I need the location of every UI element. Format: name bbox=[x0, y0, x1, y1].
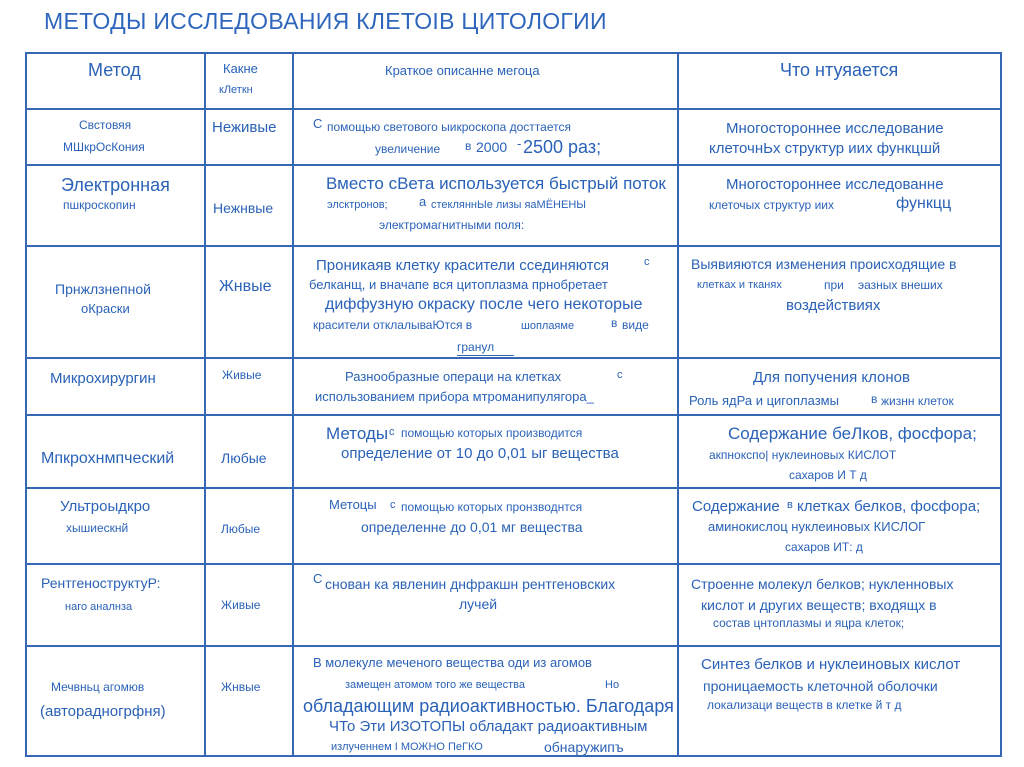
desc-line: Разнообразные операци на клетках bbox=[345, 369, 562, 384]
row-divider bbox=[27, 357, 1000, 359]
desc-fragment: Метоцы bbox=[329, 497, 377, 512]
cells-type: Жнвые bbox=[221, 680, 261, 694]
desc-fragment: 2500 раз; bbox=[523, 137, 602, 157]
method-line: пшкроскопин bbox=[63, 198, 136, 212]
desc-fragment: шоплаяме bbox=[521, 320, 575, 332]
desc-fragment: с bbox=[617, 369, 623, 381]
desc-fragment: а bbox=[419, 194, 427, 209]
studied-fragment: клетках белков, фосфора; bbox=[797, 498, 981, 515]
studied-fragment: жизнн клеток bbox=[881, 394, 954, 408]
studied-line: проницаемость клеточной оболочки bbox=[703, 678, 938, 694]
studied-line: Синтез белков и нуклеиновых кислот bbox=[701, 656, 961, 673]
desc-line: обладающим радиоактивностью. Благодаря bbox=[303, 696, 674, 716]
desc-fragment: замещен атомом того же вещества bbox=[345, 679, 525, 691]
studied-line: аминокислоц нуклеиновых КИСЛОГ bbox=[708, 519, 926, 534]
desc-line: В молекуле меченого вещества оди из агомов bbox=[313, 655, 592, 670]
studied-line: Многостороннее исследованне bbox=[726, 176, 944, 193]
row-divider bbox=[27, 563, 1000, 565]
desc-fragment: в bbox=[611, 316, 618, 330]
cells-type: Живые bbox=[221, 598, 261, 612]
row-divider bbox=[27, 487, 1000, 489]
studied-line: Многостороннее исследование bbox=[726, 120, 944, 137]
row-divider bbox=[27, 645, 1000, 647]
desc-line: диффузную окраску после чего некоторые bbox=[325, 296, 643, 313]
studied-line: акпнокспо| нуклеиновых КИСЛОТ bbox=[709, 448, 897, 462]
row-divider bbox=[27, 245, 1000, 247]
method-line: Ультроыдкро bbox=[60, 498, 151, 515]
header-studied: Что нтуяается bbox=[780, 60, 899, 80]
desc-fragment: помощью которых пронзводнтся bbox=[401, 500, 583, 514]
desc-line: Проникаяв клетку красители сcединяются bbox=[316, 257, 609, 274]
desc-fragment: виде bbox=[622, 318, 649, 332]
method-line: хышиескнй bbox=[66, 521, 129, 535]
method-line: Мпкрохнмпческий bbox=[41, 450, 175, 467]
desc-fragment: - bbox=[517, 136, 522, 151]
desc-line: определенне до 0,01 мг вещества bbox=[361, 519, 583, 535]
desc-fragment: С bbox=[313, 116, 323, 131]
desc-fragment: с bbox=[389, 426, 395, 438]
cells-type: Жнвые bbox=[219, 278, 272, 295]
studied-fragment: эазных внеших bbox=[858, 278, 943, 292]
studied-line: клеточнЬх структур иих функцшй bbox=[709, 140, 941, 157]
header-cells-line2: кЛеткн bbox=[219, 84, 253, 96]
desc-fragment: с bbox=[390, 499, 396, 511]
method-line: Прнжлзнепной bbox=[55, 281, 151, 297]
cells-type: Любые bbox=[221, 450, 267, 466]
desc-line: лучей bbox=[459, 596, 498, 612]
studied-line: сахаров И Т д bbox=[789, 468, 867, 482]
studied-line: локализаци веществ в клетке й т д bbox=[707, 698, 902, 712]
cells-type: Любые bbox=[221, 522, 261, 536]
method-line: Мечвньц агомюв bbox=[51, 680, 145, 694]
cells-type: Нежнвые bbox=[213, 200, 274, 216]
method-line: оКраски bbox=[81, 301, 130, 316]
studied-line: Выявияются изменения происходящие в bbox=[691, 256, 957, 272]
method-line: Свстовяя bbox=[79, 118, 132, 132]
studied-fragment: при bbox=[824, 278, 844, 292]
studied-line: Для попучения клонов bbox=[753, 369, 910, 386]
row-divider bbox=[27, 108, 1000, 110]
desc-fragment: гранул bbox=[457, 341, 514, 356]
column-divider bbox=[204, 54, 206, 755]
desc-fragment: Методы bbox=[326, 424, 389, 443]
desc-line: Вместо сВета используется быстрый поток bbox=[326, 174, 666, 193]
studied-line: кислот и других веществ; входящх в bbox=[701, 597, 937, 613]
cells-type: Неживые bbox=[212, 119, 277, 136]
method-line: наго аналнза bbox=[65, 601, 133, 613]
studied-line: сахаров ИТ: д bbox=[785, 540, 863, 554]
desc-line: электромагнитными поля: bbox=[379, 218, 525, 232]
studied-fragment: в bbox=[787, 499, 793, 511]
desc-line: белканщ, и вначапе вся цитоплазма прнобретает bbox=[309, 277, 608, 292]
method-line: Электронная bbox=[61, 175, 170, 195]
desc-line: помощью светового ыикроскопа досттается bbox=[327, 120, 571, 134]
studied-fragment: в bbox=[871, 392, 878, 406]
column-divider bbox=[292, 54, 294, 755]
desc-fragment: С bbox=[313, 571, 323, 586]
method-line: РентгеноструктуР: bbox=[41, 575, 161, 591]
desc-fragment: помощью которых производится bbox=[401, 426, 583, 440]
studied-line: Строенне молекул белков; нукленновых bbox=[691, 576, 954, 592]
row-divider bbox=[27, 164, 1000, 166]
studied-fragment: клетках и тканях bbox=[697, 279, 782, 291]
studied-line: клеточых структур иих bbox=[709, 198, 834, 212]
desc-fragment: излученнем I МОЖНО ПеГКО bbox=[331, 741, 483, 753]
studied-line: воздействиях bbox=[786, 297, 881, 314]
studied-line: Содержание беЛков, фосфора; bbox=[728, 424, 977, 443]
desc-line: ЧТо Эти ИЗОТОПЫ обладакт радиоактивным bbox=[329, 718, 648, 735]
studied-fragment: Роль ядРа и цигоплазмы bbox=[689, 393, 839, 408]
desc-fragment: с bbox=[644, 256, 650, 268]
desc-fragment: Но bbox=[605, 679, 620, 691]
page-title: МЕТОДЫ ИССЛЕДОВАНИЯ КЛЕТОІВ ЦИТОЛОГИИ bbox=[44, 8, 607, 34]
studied-fragment: Содержание bbox=[692, 498, 780, 515]
desc-fragment: в bbox=[465, 139, 472, 153]
desc-line: снован ка явленин днфракшн рентгеновских bbox=[325, 576, 616, 592]
method-line: Микрохирургин bbox=[50, 370, 156, 387]
column-divider bbox=[677, 54, 679, 755]
desc-fragment: обнаружипъ bbox=[544, 739, 624, 755]
desc-fragment: элсктронов; bbox=[327, 199, 388, 211]
desc-line: увеличение bbox=[375, 142, 441, 156]
header-cells-line1: Какне bbox=[223, 61, 258, 76]
header-method: Метод bbox=[88, 60, 141, 80]
desc-fragment: стекляннЫе лизы яаМЁНЕНЫ bbox=[431, 199, 587, 211]
method-line: МШкрОсКония bbox=[63, 140, 145, 154]
desc-line: использованием прибора мтроманипулягора_ bbox=[315, 389, 594, 404]
desc-fragment: красители отклалываЮтся в bbox=[313, 318, 473, 332]
method-line: (авторадногрфня) bbox=[40, 703, 166, 720]
desc-line: определение от 10 до 0,01 ыг вещества bbox=[341, 445, 619, 462]
row-divider bbox=[27, 414, 1000, 416]
desc-fragment: 2000 bbox=[476, 139, 508, 155]
cells-type: Живые bbox=[222, 368, 262, 382]
studied-fragment: функцц bbox=[896, 195, 952, 212]
header-description: Краткое описанне мегоца bbox=[385, 63, 540, 78]
studied-line: состав цнтоплазмы и яцра клеток; bbox=[713, 616, 905, 630]
